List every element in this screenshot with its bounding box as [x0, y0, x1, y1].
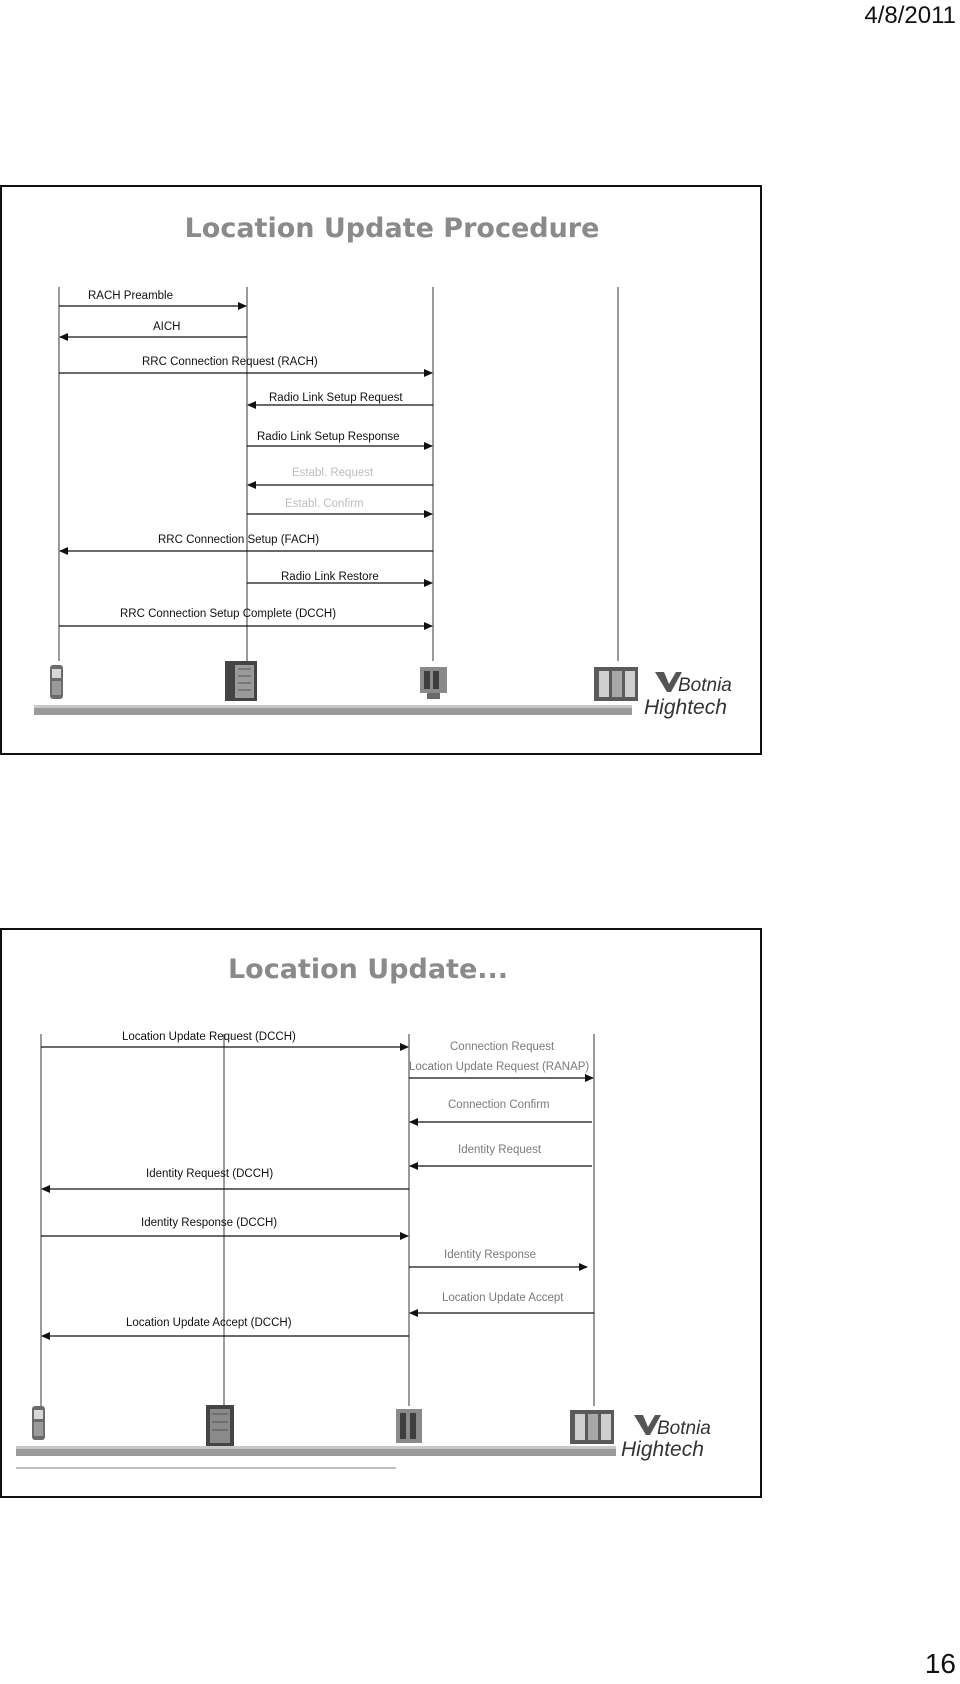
rnc-equipment-icon — [396, 1409, 422, 1443]
brand-name-botnia: Botnia — [657, 1418, 711, 1439]
mobile-phone-icon — [32, 1406, 45, 1440]
footer-bar — [34, 705, 632, 715]
core-network-icon — [570, 1410, 614, 1444]
node-b-cabinet-icon — [206, 1405, 234, 1447]
brand-name-botnia: Botnia — [678, 675, 732, 696]
mobile-phone-icon — [50, 665, 63, 699]
message-label: Radio Link Setup Response — [257, 431, 400, 443]
message-label: Connection Request — [450, 1041, 555, 1053]
message-label: Location Update Request (DCCH) — [122, 1031, 296, 1043]
message-label: Identity Response (DCCH) — [141, 1217, 278, 1229]
message-label: RRC Connection Setup (FACH) — [158, 534, 320, 546]
message-label: RACH Preamble — [88, 290, 173, 302]
message-label: Radio Link Restore — [281, 571, 379, 583]
rnc-equipment-icon — [420, 667, 447, 699]
slide-location-update-procedure — [0, 185, 762, 755]
message-label: Identity Request — [458, 1144, 542, 1156]
page-number: 16 — [924, 1648, 956, 1679]
brand-name-hightech: Hightech — [644, 696, 727, 719]
lifelines — [41, 1034, 594, 1406]
slide-title: Location Update... — [227, 954, 509, 985]
page-date: 4/8/2011 — [864, 2, 956, 29]
message-label: Identity Request (DCCH) — [146, 1168, 274, 1180]
message-label: Establ. Request — [292, 467, 374, 479]
message-label: AICH — [153, 321, 181, 333]
message-label: Radio Link Setup Request — [269, 392, 403, 404]
message-label: RRC Connection Setup Complete (DCCH) — [120, 608, 337, 620]
message-label: Location Update Accept (DCCH) — [126, 1317, 292, 1329]
sequence-diagram-2 — [2, 930, 760, 1496]
message-label: Establ. Confirm — [285, 498, 364, 510]
message-label: RRC Connection Request (RACH) — [142, 356, 318, 368]
node-b-cabinet-icon — [225, 661, 257, 701]
footer-bar — [16, 1446, 616, 1469]
message-label: Connection Confirm — [448, 1099, 550, 1111]
message-label: Location Update Request (RANAP) — [409, 1061, 590, 1073]
message-label: Identity Response — [444, 1249, 537, 1261]
brand-name-hightech: Hightech — [621, 1438, 704, 1461]
core-network-icon — [594, 667, 638, 701]
message-label: Location Update Accept — [442, 1292, 564, 1304]
sequence-diagram-1 — [2, 187, 760, 753]
slide-location-update — [0, 928, 762, 1498]
slide-title: Location Update Procedure — [184, 213, 600, 244]
